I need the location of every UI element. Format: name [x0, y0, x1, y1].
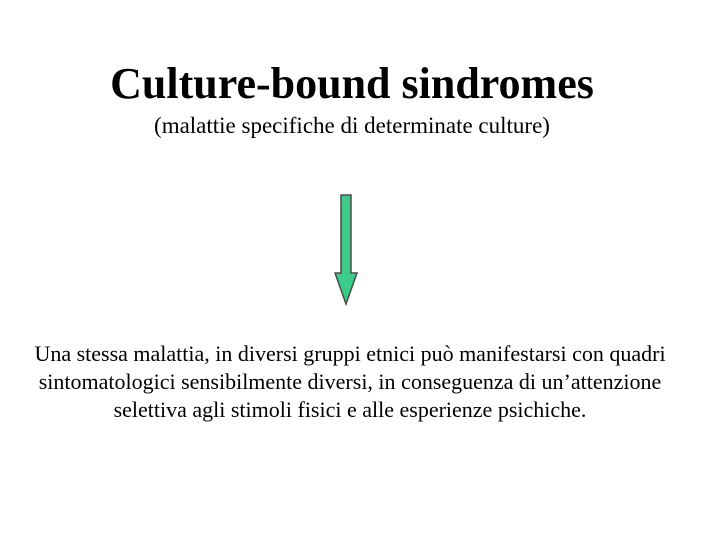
- slide-subtitle: (malattie specifiche di determinate culture): [154, 113, 550, 138]
- slide-title: Culture-bound sindromes: [110, 59, 594, 108]
- arrow-shape: [335, 195, 357, 304]
- slide-body-text: Una stessa malattia, in diversi gruppi etnici può manifestarsi con quadri sintomatologici sensibilmente diversi, in conseguenza di un’attenzione selettiva agli stimoli fisici e alle esperienze psichiche.: [34, 341, 666, 422]
- arrow-down-icon: [334, 194, 358, 306]
